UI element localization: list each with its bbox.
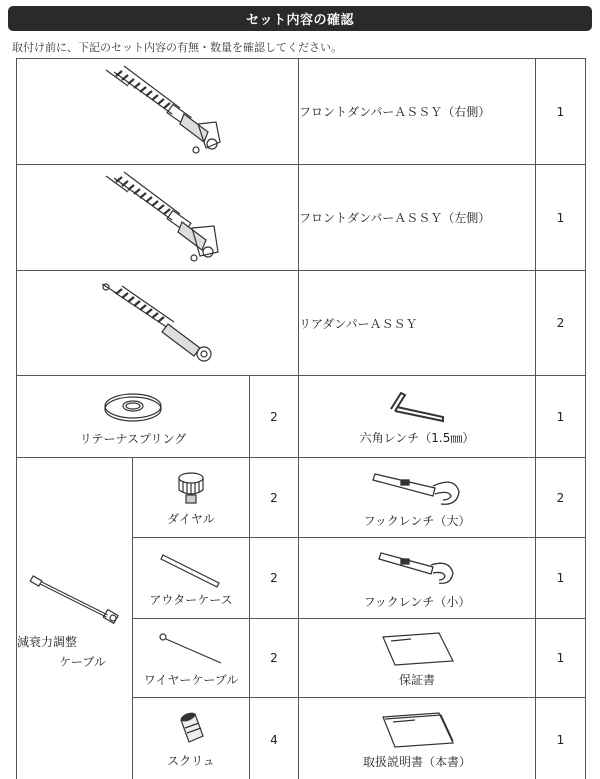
item-qty: 2 <box>250 538 299 619</box>
item-qty: 1 <box>536 165 586 271</box>
wire-cable-cell <box>133 619 250 698</box>
item-qty: 2 <box>536 458 586 538</box>
front-damper-right-icon <box>88 62 228 162</box>
adjust-cable-icon <box>25 568 125 628</box>
item-qty: 4 <box>250 698 299 779</box>
intro-text: 取付け前に、下記のセット内容の有無・数量を確認してください。 <box>12 41 342 54</box>
table-row <box>17 271 586 376</box>
item-name: フロントダンパーＡＳＳＹ（右側） <box>299 59 536 165</box>
item-name-line2: ケーブル <box>59 654 106 669</box>
outer-case-icon <box>151 549 231 589</box>
section-title: セット内容の確認 <box>8 6 592 31</box>
rear-damper-icon <box>88 278 228 368</box>
hook-wrench-small-cell <box>299 538 536 619</box>
item-name: フロントダンパーＡＳＳＹ（左側） <box>299 165 536 271</box>
outer-case-cell <box>133 538 250 619</box>
warranty-cell <box>299 619 536 698</box>
item-qty: 1 <box>536 59 586 165</box>
screw-cell <box>133 698 250 779</box>
item-name: リテーナスプリング <box>79 432 187 446</box>
item-name-line1: 減衰力調整 <box>17 634 78 649</box>
item-qty: 2 <box>250 376 299 458</box>
warranty-card-icon <box>367 629 467 669</box>
item-name: フックレンチ（小） <box>363 594 471 609</box>
item-qty: 1 <box>536 376 586 458</box>
item-qty: 2 <box>250 619 299 698</box>
table-row <box>17 165 586 271</box>
wire-cable-icon <box>151 629 231 669</box>
hook-wrench-large-icon <box>367 466 467 510</box>
item-qty: 2 <box>250 458 299 538</box>
adjust-cable-cell <box>17 458 133 779</box>
front-damper-right-picture <box>17 59 299 165</box>
item-name: スクリュ <box>167 754 215 768</box>
dial-icon <box>173 468 209 508</box>
manual-cell <box>299 698 536 779</box>
item-name: ワイヤーケーブル <box>143 672 239 687</box>
rear-damper-picture <box>17 271 299 376</box>
screw-icon <box>171 710 211 750</box>
table-row <box>17 59 586 165</box>
item-name: ダイヤル <box>167 512 215 526</box>
manual-booklet-icon <box>367 709 467 751</box>
hook-wrench-small-icon <box>367 547 467 591</box>
item-qty: 2 <box>536 271 586 376</box>
item-qty: 1 <box>536 698 586 779</box>
hex-wrench-icon <box>377 387 457 427</box>
item-name: 取扱説明書（本書） <box>362 755 471 769</box>
retainer-spring-icon <box>98 386 168 428</box>
retainer-spring-cell <box>17 376 250 458</box>
table-row <box>17 458 586 538</box>
item-name: フックレンチ（大） <box>363 514 471 528</box>
item-name: 保証書 <box>398 672 435 687</box>
hook-wrench-large-cell <box>299 458 536 538</box>
hex-wrench-cell <box>299 376 536 458</box>
item-qty: 1 <box>536 538 586 619</box>
adjust-cable-label <box>17 632 132 672</box>
item-name: アウターケース <box>149 592 233 607</box>
front-damper-left-icon <box>88 168 228 268</box>
front-damper-left-picture <box>17 165 299 271</box>
item-qty: 1 <box>536 619 586 698</box>
item-name: 六角レンチ（1.5㎜） <box>359 431 475 445</box>
item-name: リアダンパーＡＳＳＹ <box>299 271 536 376</box>
dial-cell <box>133 458 250 538</box>
parts-table <box>16 58 586 779</box>
table-row <box>17 376 586 458</box>
